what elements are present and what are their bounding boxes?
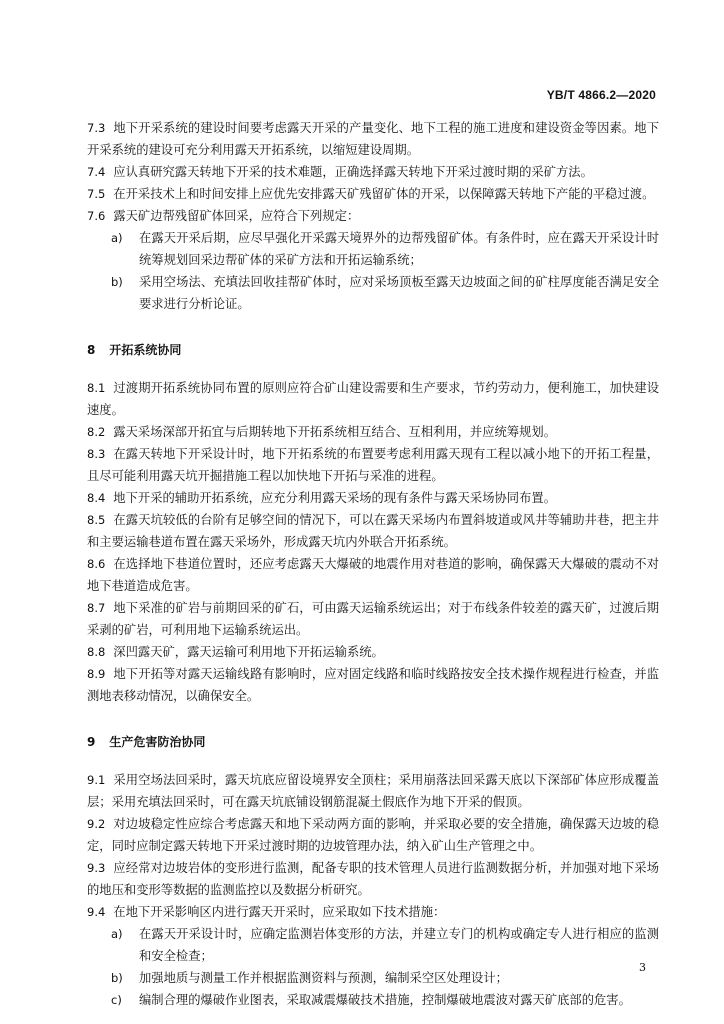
- list-text: 采用空场法、充填法回收挂帮矿体时，应对采场顶板至露天边坡面之间的矿柱厚度能否满足安全要求进行分析论证。: [139, 275, 659, 311]
- section-number: 9: [87, 735, 96, 749]
- list-label: a): [111, 927, 123, 941]
- clause-8-5: [87, 509, 659, 553]
- clause-number: 8.8: [87, 645, 106, 659]
- list-label: b): [111, 275, 123, 289]
- clause-8-8: [87, 641, 659, 663]
- clause-7-5: [87, 183, 659, 205]
- clause-number: 7.3: [87, 121, 106, 135]
- clause-number: 9.4: [87, 905, 106, 919]
- clause-number: 8.5: [87, 513, 106, 527]
- clause-8-6: [87, 553, 659, 597]
- list-label: c): [111, 993, 122, 1007]
- clause-8-9: [87, 663, 659, 707]
- clause-number: 8.7: [87, 601, 106, 615]
- clause-number: 8.6: [87, 557, 106, 571]
- clause-8-4: [87, 487, 659, 509]
- clause-8-1: [87, 377, 659, 421]
- list-item-7-6-b: [111, 271, 659, 315]
- page-number: 3: [639, 961, 646, 974]
- list-label: b): [111, 971, 123, 985]
- clause-text: 深凹露天矿，露天运输可利用地下开拓运输系统。: [113, 645, 384, 659]
- clause-number: 7.6: [87, 209, 106, 223]
- list-text: 在露天开采后期，应尽早强化开采露天境界外的边帮残留矿体。有条件时，应在露天开采设计时统筹规划回采边帮矿体的采矿方法和开拓运输系统；: [139, 231, 659, 267]
- clause-text: 地下采准的矿岩与前期回采的矿石，可由露天运输系统运出；对于布线条件较差的露天矿，过渡后期采剥的矿岩，可利用地下运输系统运出。: [87, 601, 659, 637]
- section-number: 8: [87, 343, 96, 357]
- page-content: [87, 117, 659, 1011]
- clause-text: 在选择地下巷道位置时，还应考虑露天大爆破的地震作用对巷道的影响，确保露天大爆破的震动不对地下巷道造成危害。: [87, 557, 659, 593]
- clause-8-2: [87, 421, 659, 443]
- clause-text: 应认真研究露天转地下开采的技术难题，正确选择露天转地下开采过渡时期的采矿方法。: [113, 165, 593, 179]
- clause-number: 9.1: [87, 773, 106, 787]
- clause-text: 地下开采的辅助开拓系统，应充分利用露天采场的现有条件与露天采场协同布置。: [113, 491, 556, 505]
- clause-number: 7.4: [87, 165, 106, 179]
- list-item-9-4-c: [111, 989, 659, 1011]
- clause-number: 8.9: [87, 667, 106, 681]
- clause-7-6: [87, 205, 659, 227]
- clause-text: 对边坡稳定性应综合考虑露天和地下采动两方面的影响，并采取必要的安全措施，确保露天边坡的稳定，同时应制定露天转地下开采过渡时期的边坡管理办法，纳入矿山生产管理之中。: [87, 817, 659, 853]
- list-item-7-6-a: [111, 227, 659, 271]
- clause-text: 露天采场深部开拓宜与后期转地下开拓系统相互结合、互相利用，并应统筹规划。: [113, 425, 556, 439]
- clause-number: 9.3: [87, 861, 106, 875]
- clause-number: 9.2: [87, 817, 106, 831]
- clause-number: 8.3: [87, 447, 106, 461]
- clause-8-3: [87, 443, 659, 487]
- clause-7-4: [87, 161, 659, 183]
- list-text: 在露天开采设计时，应确定监测岩体变形的方法，并建立专门的机构或确定专人进行相应的监测和安全检查；: [139, 927, 659, 963]
- clause-8-7: [87, 597, 659, 641]
- clause-text: 应经常对边坡岩体的变形进行监测，配备专职的技术管理人员进行监测数据分析，并加强对地下采场的地压和变形等数据的监测监控以及数据分析研究。: [87, 861, 659, 897]
- list-item-9-4-a: [111, 923, 659, 967]
- clause-text: 地下开采系统的建设时间要考虑露天开采的产量变化、地下工程的施工进度和建设资金等因素。地下开采系统的建设可充分利用露天开拓系统，以缩短建设周期。: [87, 121, 659, 157]
- clause-9-3: [87, 857, 659, 901]
- clause-text: 过渡期开拓系统协同布置的原则应符合矿山建设需要和生产要求，节约劳动力，便利施工，加快建设速度。: [87, 381, 659, 417]
- clause-number: 8.4: [87, 491, 106, 505]
- clause-text: 在地下开采影响区内进行露天开采时，应采取如下技术措施：: [113, 905, 446, 919]
- clause-9-1: [87, 769, 659, 813]
- section-title: 开拓系统协同: [109, 343, 182, 357]
- list-item-9-4-b: [111, 967, 659, 989]
- clause-text: 露天矿边帮残留矿体回采，应符合下列规定：: [113, 209, 360, 223]
- clause-text: 在开采技术上和时间安排上应优先安排露天矿残留矿体的开采，以保障露天转地下产能的平稳过渡。: [113, 187, 655, 201]
- clause-text: 在露天坑较低的台阶有足够空间的情况下，可以在露天采场内布置斜坡道或风井等辅助井巷，把主井和主要运输巷道布置在露天采场外，形成露天坑内外联合开拓系统。: [87, 513, 659, 549]
- clause-7-3: [87, 117, 659, 161]
- clause-text: 在露天转地下开采设计时，地下开拓系统的布置要考虑利用露天现有工程以减小地下的开拓工程量，且尽可能利用露天坑开掘措施工程以加快地下开拓与采准的进程。: [87, 447, 659, 483]
- clause-text: 地下开拓等对露天运输线路有影响时，应对固定线路和临时线路按安全技术操作规程进行检查，并监测地表移动情况，以确保安全。: [87, 667, 659, 703]
- clause-number: 8.1: [87, 381, 106, 395]
- section-8-heading: [87, 340, 659, 360]
- clause-text: 采用空场法回采时，露天坑底应留设境界安全顶柱；采用崩落法回采露天底以下深部矿体应形成覆盖层；采用充填法回采时，可在露天坑底铺设钢筋混凝土假底作为地下开采的假顶。: [87, 773, 659, 809]
- clause-9-4: [87, 901, 659, 923]
- standard-code: YB/T 4866.2—2020: [546, 88, 656, 102]
- list-label: a): [111, 231, 123, 245]
- list-text: 加强地质与测量工作并根据监测资料与预测，编制采空区处理设计；: [139, 971, 508, 985]
- clause-number: 8.2: [87, 425, 106, 439]
- section-9-heading: [87, 732, 659, 752]
- list-text: 编制合理的爆破作业图表，采取减震爆破技术措施，控制爆破地震波对露天矿底部的危害。: [139, 993, 631, 1007]
- clause-number: 7.5: [87, 187, 106, 201]
- section-title: 生产危害防治协同: [109, 735, 206, 749]
- clause-9-2: [87, 813, 659, 857]
